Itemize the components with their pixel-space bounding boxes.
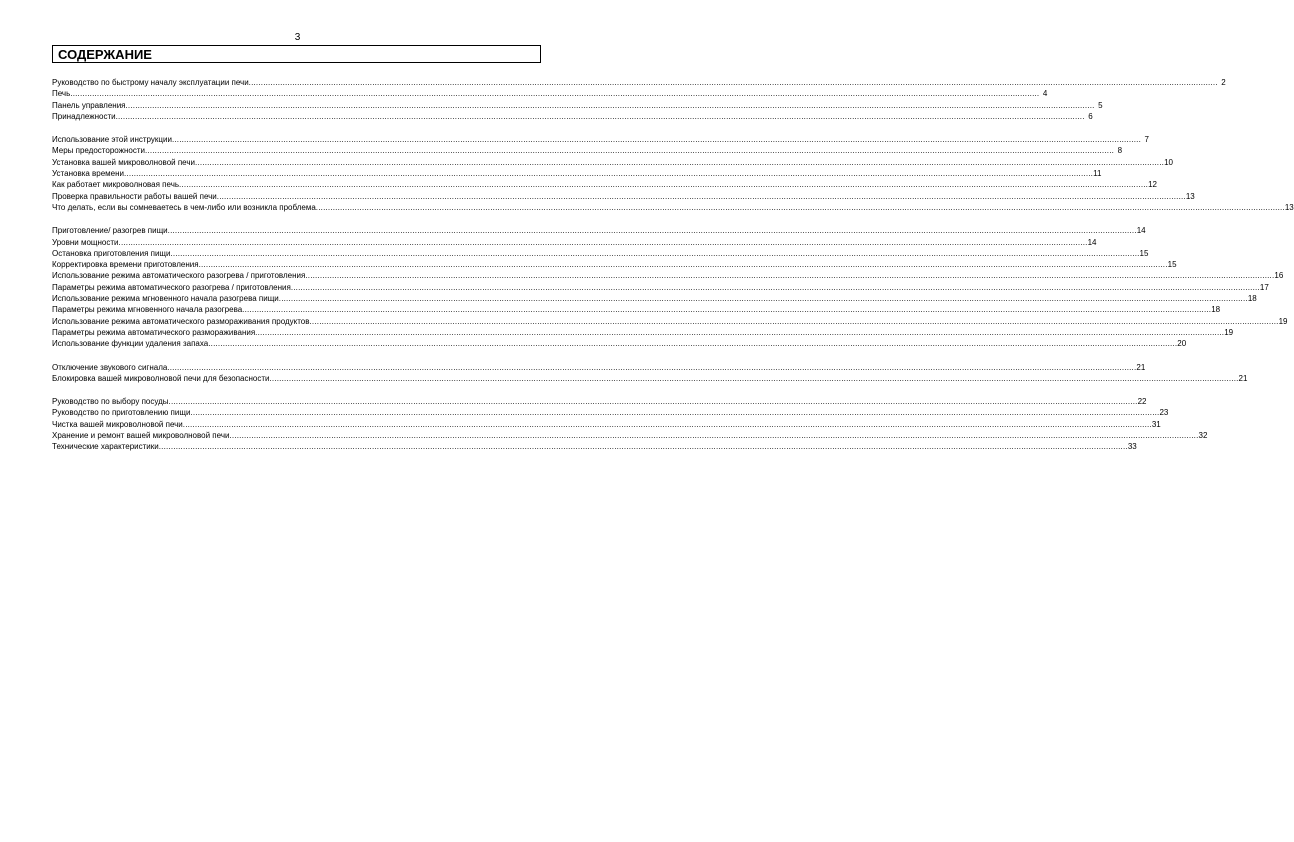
toc-dot-leader: ................................................................................................................................................................................................................................................................................................................................................................................................................ [170,248,1140,258]
toc-entry [52,100,1103,111]
toc-entry-page: 13 [1284,202,1294,212]
toc-dot-leader: ................................................................................................................................................................................................................................................................................................................................................................................................................ [179,180,1149,190]
toc-entry-page: 19 [1278,316,1288,326]
toc-dot-leader: ................................................................................................................................................................................................................................................................................................................................................................................................................ [269,373,1239,383]
toc-entry [52,362,1146,373]
toc-dot-leader: ................................................................................................................................................................................................................................................................................................................................................................................................................ [208,339,1178,349]
toc-entry-label: Параметры режима автоматического разогрева / приготовления [52,282,291,292]
toc-entry [52,259,1177,270]
toc-entry [52,248,1149,259]
toc-entry [52,396,1147,407]
toc-entry-page: 20 [1177,339,1187,349]
toc-entry-label: Установка времени [52,169,125,179]
toc-dot-leader: ................................................................................................................................................................................................................................................................................................................................................................................................................ [115,111,1085,121]
toc-entry-label: Печь [52,89,71,99]
toc-group [52,77,1226,122]
toc-entry [52,191,1195,202]
toc-entry-page: 14 [1136,226,1146,236]
toc-entry-label: Остановка приготовления пищи [52,248,171,258]
toc-entry-label: Отключение звукового сигнала [52,362,168,372]
toc-entry [52,430,1208,441]
toc-entry-page: 33 [1127,442,1137,452]
toc-entry-label: Что делать, если вы сомневаетесь в чем-либо или возникла проблема [52,202,316,212]
toc-entry-page: 31 [1151,419,1161,429]
toc-entry-label: Руководство по приготовлению пищи [52,408,191,418]
toc-dot-leader: ................................................................................................................................................................................................................................................................................................................................................................................................................ [216,191,1186,201]
toc-entry-label: Параметры режима автоматического размораживания [52,327,256,337]
toc-entry-label: Принадлежности [52,111,116,121]
toc-dot-leader: ................................................................................................................................................................................................................................................................................................................................................................................................................ [315,202,1285,212]
toc-dot-leader: ................................................................................................................................................................................................................................................................................................................................................................................................................ [198,260,1168,270]
toc-entry [52,157,1173,168]
toc-entry [52,407,1169,418]
toc-entry [52,237,1097,248]
toc-dot-leader: ................................................................................................................................................................................................................................................................................................................................................................................................................ [190,408,1160,418]
toc-entry-page: 10 [1164,157,1173,167]
toc-entry-page: 21 [1136,362,1146,372]
toc-entry-page: 2 [1221,78,1226,87]
page-number: 3 [294,32,301,43]
toc-entry-label: Как работает микроволновая печь [52,180,180,190]
toc-entry-page: 16 [1274,271,1284,281]
toc-entry-page: 15 [1167,260,1177,270]
toc-entry [52,373,1248,384]
toc-entry [52,419,1161,430]
toc-entry-page: 11 [1093,169,1102,179]
toc-entry-page: 6 [1088,111,1093,121]
toc-entry-label: Меры предосторожности [52,146,145,156]
toc-dot-leader: ................................................................................................................................................................................................................................................................................................................................................................................................................ [195,157,1165,167]
toc-entry-page: 18 [1211,305,1221,315]
toc-entry-page: 5 [1098,100,1103,110]
toc-dot-leader: ................................................................................................................................................................................................................................................................................................................................................................................................................ [144,146,1115,156]
toc-entry-page: 18 [1247,294,1257,304]
toc-entry-page: 12 [1148,180,1157,190]
toc-dot-leader: ................................................................................................................................................................................................................................................................................................................................................................................................................ [167,362,1137,372]
contents-title-box [52,45,541,63]
toc-entry-label: Руководство по быстрому началу эксплуатации печи [52,78,249,87]
toc-entry [52,270,1284,281]
toc-group [52,362,1248,385]
toc-dot-leader: ................................................................................................................................................................................................................................................................................................................................................................................................................ [248,78,1218,87]
toc-entry [52,145,1123,156]
toc-dot-leader: ................................................................................................................................................................................................................................................................................................................................................................................................................ [168,397,1138,407]
toc-entry-page: 22 [1137,397,1147,407]
toc-entry-label: Установка вашей микроволновой печи [52,157,195,167]
toc-entry-page: 17 [1259,282,1269,292]
toc-entry [52,111,1093,122]
toc-entry-label: Параметры режима мгновенного начала разогрева [52,305,243,315]
toc-entry [52,179,1157,190]
toc-dot-leader: ................................................................................................................................................................................................................................................................................................................................................................................................................ [167,226,1137,236]
toc-entry-page: 8 [1117,146,1123,156]
toc-entry-label: Использование функции удаления запаха [52,339,209,349]
toc-entry-label: Уровни мощности [52,237,119,247]
toc-entry [52,282,1269,293]
toc-dot-leader: ................................................................................................................................................................................................................................................................................................................................................................................................................ [278,294,1248,304]
toc-entry-page: 14 [1087,237,1097,247]
toc-dot-leader: ................................................................................................................................................................................................................................................................................................................................................................................................................ [305,271,1275,281]
toc-entry-label: Приготовление/ разогрев пищи [52,226,168,236]
toc-entry-label: Блокировка вашей микроволновой печи для безопасности [52,373,270,383]
table-of-contents [52,77,1294,465]
toc-entry-page: 4 [1042,89,1048,99]
toc-group [52,396,1208,452]
toc-entry [52,88,1048,99]
toc-dot-leader: ................................................................................................................................................................................................................................................................................................................................................................................................................ [125,100,1095,110]
toc-dot-leader: ................................................................................................................................................................................................................................................................................................................................................................................................................ [124,169,1094,179]
toc-entry [52,327,1234,338]
toc-entry-label: Хранение и ремонт вашей микроволновой печи [52,431,230,441]
toc-entry [52,293,1257,304]
toc-dot-leader: ................................................................................................................................................................................................................................................................................................................................................................................................................ [309,316,1279,326]
toc-entry-page: 7 [1144,135,1149,145]
toc-entry [52,77,1226,88]
toc-entry-page: 13 [1185,191,1195,201]
toc-entry [52,441,1137,452]
contents-title: СОДЕРЖАНИЕ [58,47,152,62]
toc-group [52,225,1288,349]
toc-entry-label: Использование режима автоматического размораживания продуктов [52,316,310,326]
toc-dot-leader: ................................................................................................................................................................................................................................................................................................................................................................................................................ [242,305,1212,315]
toc-entry-page: 32 [1198,431,1208,441]
toc-dot-leader: ................................................................................................................................................................................................................................................................................................................................................................................................................ [182,419,1152,429]
toc-dot-leader: ................................................................................................................................................................................................................................................................................................................................................................................................................ [290,282,1260,292]
toc-entry-label: Проверка правильности работы вашей печи [52,191,217,201]
toc-entry [52,304,1221,315]
toc-entry [52,225,1146,236]
toc-entry [52,134,1149,145]
toc-entry-label: Использование режима мгновенного начала разогрева пищи [52,294,279,304]
toc-group [52,134,1294,213]
toc-dot-leader: ................................................................................................................................................................................................................................................................................................................................................................................................................ [255,327,1225,337]
toc-entry-label: Использование режима автоматического разогрева / приготовления [52,271,306,281]
toc-entry [52,316,1288,327]
toc-entry-label: Руководство по выбору посуды [52,397,169,407]
toc-dot-leader: ................................................................................................................................................................................................................................................................................................................................................................................................................ [118,237,1088,247]
toc-dot-leader: ................................................................................................................................................................................................................................................................................................................................................................................................................ [158,442,1128,452]
toc-dot-leader: ................................................................................................................................................................................................................................................................................................................................................................................................................ [70,89,1040,99]
toc-entry-label: Технические характеристики [52,442,159,452]
toc-dot-leader: ................................................................................................................................................................................................................................................................................................................................................................................................................ [229,431,1199,441]
toc-entry-label: Панель управления [52,100,126,110]
toc-entry-label: Чистка вашей микроволновой печи [52,419,183,429]
toc-dot-leader: ................................................................................................................................................................................................................................................................................................................................................................................................................ [171,135,1141,145]
toc-entry-label: Корректировка времени приготовления [52,260,199,270]
toc-entry [52,338,1187,349]
toc-entry-page: 23 [1159,408,1169,418]
toc-entry [52,168,1102,179]
toc-entry [52,202,1294,213]
toc-entry-page: 15 [1139,248,1149,258]
toc-entry-page: 21 [1238,373,1248,383]
toc-entry-label: Использование этой инструкции [52,135,172,145]
toc-entry-page: 19 [1224,327,1234,337]
